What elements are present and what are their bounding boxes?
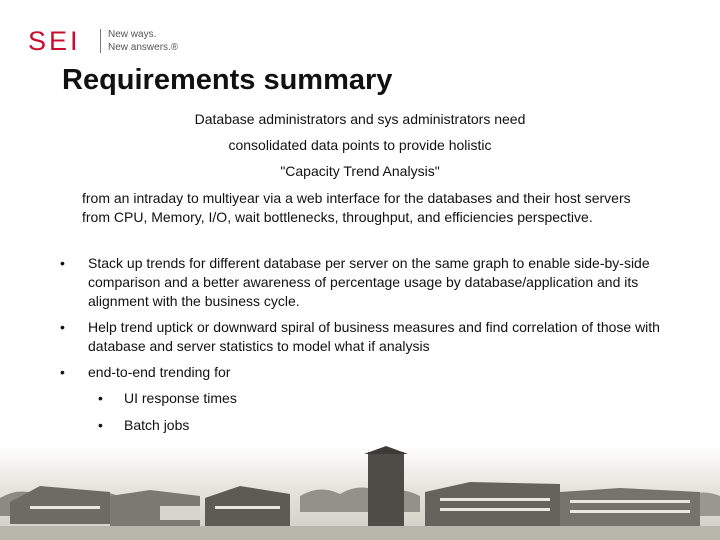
logo-mark: SEI xyxy=(28,26,81,56)
tower xyxy=(368,452,404,528)
intro-line-2: consolidated data points to provide holistic xyxy=(228,137,492,153)
sub-bullet-text: Batch jobs xyxy=(124,417,190,433)
logo-divider xyxy=(100,29,101,53)
logo-tagline-line-1: New ways. xyxy=(108,29,157,40)
bullet-marker: • xyxy=(60,255,65,271)
building-right xyxy=(425,482,560,530)
sub-bullet-marker: • xyxy=(98,417,103,433)
bullet-text: Stack up trends for different database per server on the same graph to enable side-by-side comparison and a better awareness of percentage usage by database/application and its alignment with the business cycle. xyxy=(88,255,650,309)
intro-line-1: Database administrators and sys administrators need xyxy=(194,111,526,127)
intro-line-3: "Capacity Trend Analysis" xyxy=(280,163,440,179)
building-white-shed xyxy=(160,506,200,520)
intro-paragraph: from an intraday to multiyear via a web interface for the databases and their host servers from CPU, Memory, I/O, wait bottlenecks, throughput, and efficiencies perspective. xyxy=(82,190,631,225)
bullet-marker: • xyxy=(60,319,65,335)
building-far-right xyxy=(560,488,700,528)
lawn xyxy=(0,526,720,540)
bullet-text: end-to-end trending for xyxy=(88,364,231,380)
logo-tagline-line-2: New answers.® xyxy=(108,42,179,53)
sub-bullet-text: UI response times xyxy=(124,390,237,406)
bullet-text: Help trend uptick or downward spiral of business measures and find correlation of those with database and server statistics to model what if analysis xyxy=(88,319,660,354)
bullet-marker: • xyxy=(60,364,65,380)
sub-bullet-marker: • xyxy=(98,390,103,406)
slide-title: Requirements summary xyxy=(62,64,393,96)
logo-tagline xyxy=(108,28,178,54)
campus-photo-footer xyxy=(0,446,720,540)
